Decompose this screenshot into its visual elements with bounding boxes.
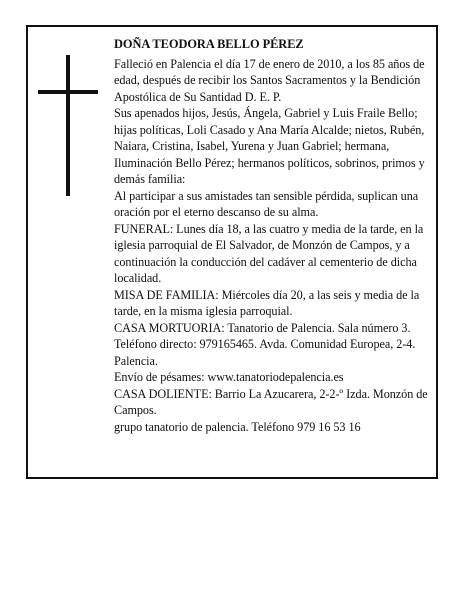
cross-icon-crossbar: [38, 90, 98, 94]
death-announcement: Falleció en Palencia el día 17 de enero de 2010, a los 85 años de edad, después de recibir los Santos Sacramentos y la Bendición Apostólica de Su Santidad D. E. P.: [114, 56, 425, 104]
prayer-request: Al participar a sus amistades tan sensible pérdida, suplican una oración por el eterno descanso de su alma.: [114, 188, 419, 219]
funeral-info: FUNERAL: Lunes día 18, a las cuatro y media de la tarde, en la iglesia parroquial de El Salvador, de Monzón de Campos, y a continuación la conducción del cadáver al cementerio de dicha localidad.: [114, 221, 424, 285]
family-mass-info: MISA DE FAMILIA: Miércoles día 20, a las seis y media de la tarde, en la misma iglesia parroquial.: [114, 287, 420, 318]
mourning-house-info: CASA DOLIENTE: Barrio La Azucarera, 2-2-º Izda. Monzón de Campos.: [114, 386, 428, 417]
cross-icon: [66, 55, 70, 196]
funeral-home-info: CASA MORTUORIA: Tanatorio de Palencia. Sala número 3. Teléfono directo: 979165465. Avda. Comunidad Europea, 2-4. Palencia.: [114, 320, 416, 368]
deceased-name: DOÑA TEODORA BELLO PÉREZ: [114, 37, 304, 51]
funeral-group-footer: grupo tanatorio de palencia. Teléfono 979 16 53 16: [114, 419, 361, 434]
condolences-website: Envío de pésames: www.tanatoriodepalencia.es: [114, 370, 344, 384]
obituary-text: [114, 36, 432, 435]
family-list: Sus apenados hijos, Jesús, Ángela, Gabriel y Luis Fraile Bello; hijas políticas, Loli Casado y Ana María Alcalde; nietos, Rubén, Naiara, Cristina, Isabel, Yurena y Juan Gabriel; hermana, Iluminación Bello Pérez; hermanos políticos, sobrinos, primos y demás familia:: [114, 106, 425, 186]
